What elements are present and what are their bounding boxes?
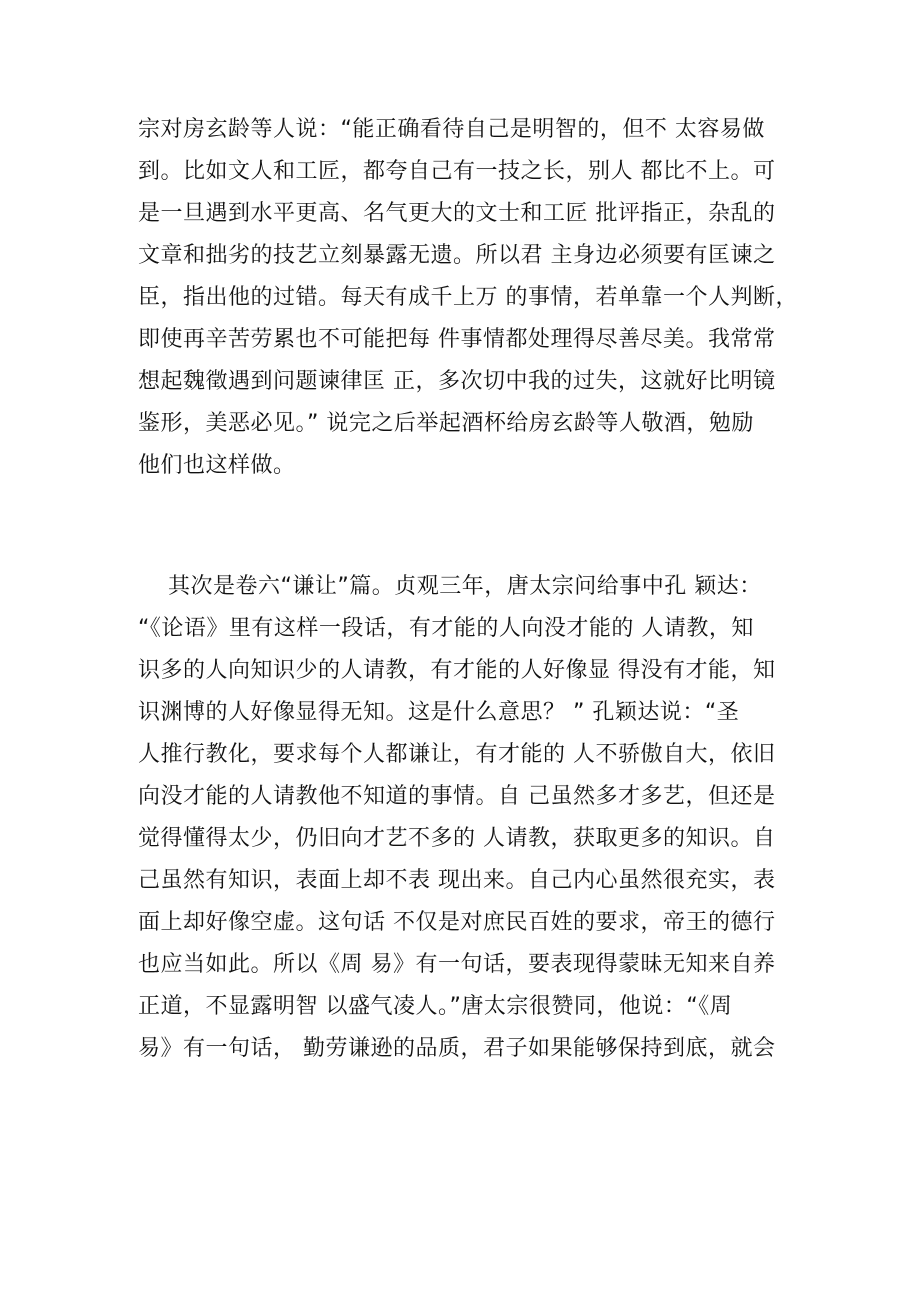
text-line: 是一旦遇到水平更高、名气更大的文士和工匠 批评指正，杂乱的: [138, 201, 776, 226]
text-line: 向没才能的人请教他不知道的事情。自 己虽然多才多艺，但还是: [138, 784, 776, 809]
text-line: 臣，指出他的过错。每天有成千上万 的事情，若单靠一个人判断，: [138, 285, 798, 310]
text-line: 宗对房玄龄等人说：“能正确看待自己是明智的，但不 太容易做: [138, 117, 765, 142]
text-line: 面上却好像空虚。这句话 不仅是对庶民百姓的要求，帝王的德行: [138, 910, 776, 935]
text-line: 文章和拙劣的技艺立刻暴露无遗。所以君 主身边必须要有匡谏之: [138, 243, 776, 268]
text-line: 正道，不显露明智 以盛气凌人。”唐太宗很赞同，他说：“《周: [138, 994, 733, 1019]
text-line: “《论语》里有这样一段话，有才能的人向没才能的 人请教，知: [138, 616, 754, 641]
text-line: 己虽然有知识，表面上却不表 现出来。自己内心虽然很充实，表: [138, 868, 776, 893]
text-line: 觉得懂得太少，仍旧向才艺不多的 人请教，获取更多的知识。自: [138, 826, 776, 851]
text-line: 识多的人向知识少的人请教，有才能的人好像显 得没有才能，知: [138, 658, 776, 683]
text-line: 想起魏徵遇到问题谏律匡 正，多次切中我的过失，这就好比明镜: [138, 369, 776, 394]
text-line: 他们也这样做。: [138, 453, 296, 478]
text-line: 其次是卷六“谦让”篇。贞观三年，唐太宗问给事中孔 颖达：: [138, 574, 762, 599]
text-line: 到。比如文人和工匠，都夸自己有一技之长，别人 都比不上。可: [138, 159, 776, 184]
text-line: 即使再辛苦劳累也不可能把每 件事情都处理得尽善尽美。我常常: [138, 327, 776, 352]
paragraph-2: [138, 566, 790, 1070]
text-line: 易》有一句话， 勤劳谦逊的品质，君子如果能够保持到底，就会: [138, 1036, 776, 1061]
text-line: 识渊博的人好像显得无知。这是什么意思？ ” 孔颖达说：“圣: [138, 700, 740, 725]
text-line: 也应当如此。所以《周 易》有一句话，要表现得蒙昧无知来自养: [138, 952, 776, 977]
paragraph-1: [138, 109, 798, 487]
text-line: 鉴形，美恶必见。” 说完之后举起酒杯给房玄龄等人敬酒，勉励: [138, 411, 754, 436]
text-line: 人推行教化，要求每个人都谦让，有才能的 人不骄傲自大，依旧: [138, 742, 776, 767]
